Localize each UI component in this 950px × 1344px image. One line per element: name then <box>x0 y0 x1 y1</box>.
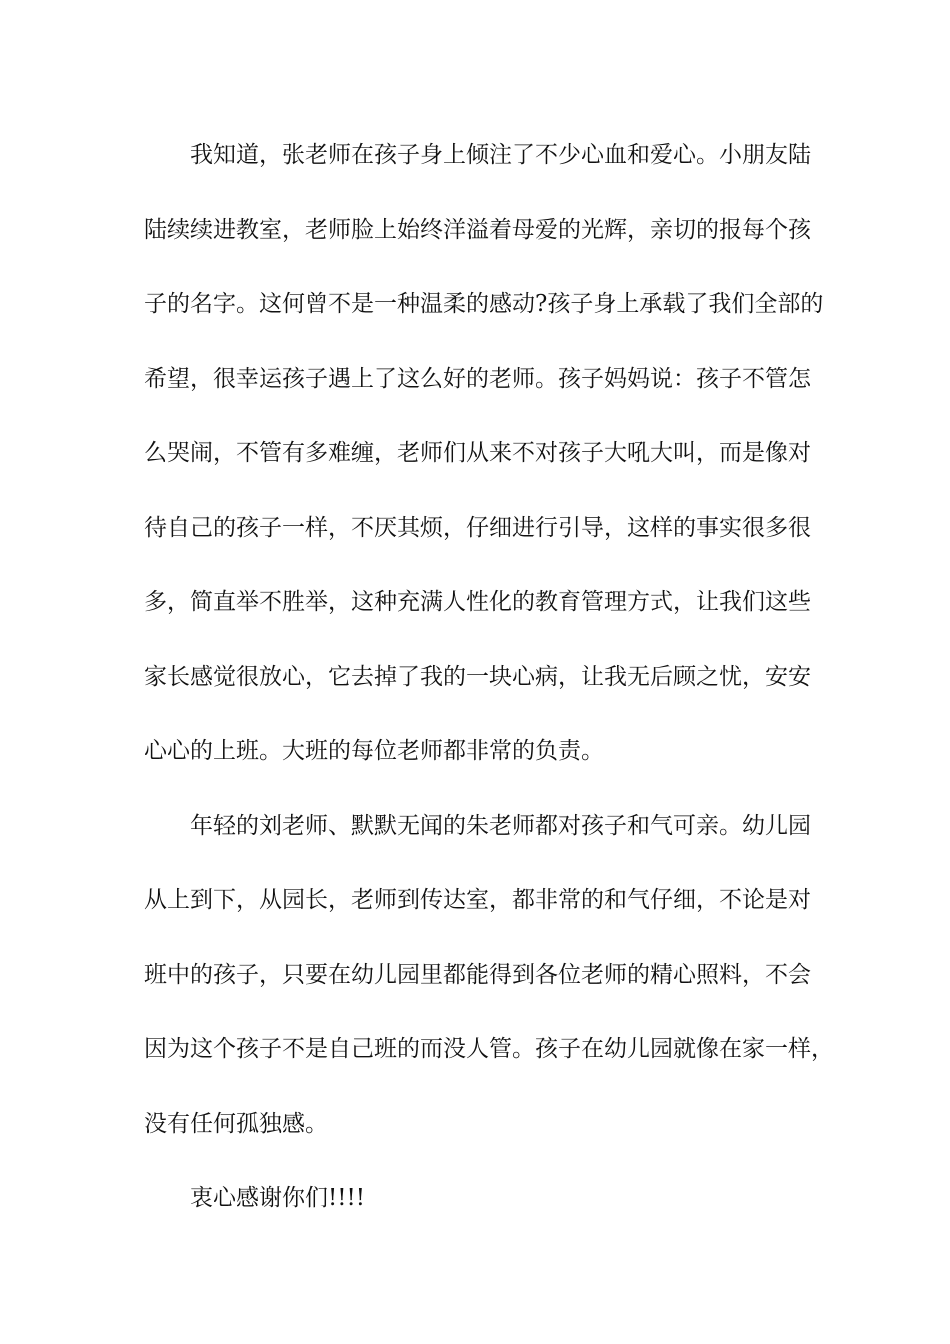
text-line: 衷心感谢你们!!!! <box>190 1185 365 1211</box>
text-line: 年轻的刘老师、默默无闻的朱老师都对孩子和气可亲。幼儿园 <box>190 812 811 839</box>
text-line: 家长感觉很放心，它去掉了我的一块心病，让我无后顾之忧，安安 <box>144 663 811 690</box>
paragraph-1 <box>144 118 824 789</box>
text-line: 子的名字。这何曾不是一种温柔的感动?孩子身上承载了我们全部的 <box>144 291 824 317</box>
text-line: 多，简直举不胜举，这种充满人性化的教育管理方式，让我们这些 <box>144 589 811 615</box>
text-line: 待自己的孩子一样，不厌其烦，仔细进行引导，这样的事实很多很 <box>144 514 811 541</box>
document-body <box>144 118 834 1236</box>
text-line: 我知道，张老师在孩子身上倾注了不少心血和爱心。小朋友陆 <box>190 142 811 168</box>
text-line: 没有任何孤独感。 <box>144 1110 328 1137</box>
text-line: 么哭闹，不管有多难缠，老师们从来不对孩子大吼大叫，而是像对 <box>144 440 811 466</box>
text-line: 心心的上班。大班的每位老师都非常的负责。 <box>144 738 604 764</box>
text-line: 因为这个孩子不是自己班的而没人管。孩子在幼儿园就像在家一样， <box>144 1036 834 1062</box>
text-line: 班中的孩子，只要在幼儿园里都能得到各位老师的精心照料，不会 <box>144 961 811 988</box>
text-line: 从上到下，从园长，老师到传达室，都非常的和气仔细，不论是对 <box>144 887 811 913</box>
text-line: 希望，很幸运孩子遇上了这么好的老师。孩子妈妈说：孩子不管怎 <box>144 365 811 392</box>
text-line: 陆续续进教室，老师脸上始终洋溢着母爱的光辉，亲切的报每个孩 <box>144 216 811 243</box>
paragraph-2 <box>144 789 834 1162</box>
paragraph-3 <box>144 1161 808 1236</box>
